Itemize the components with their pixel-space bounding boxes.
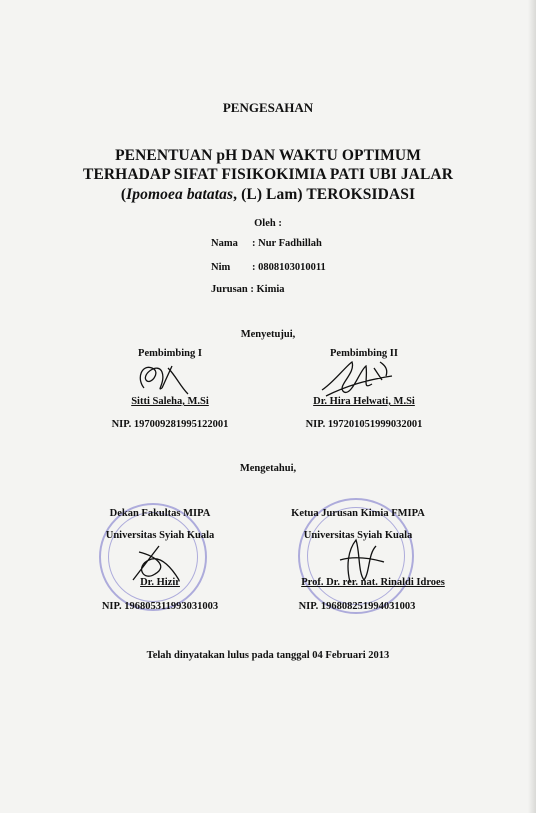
title-line-3: (Ipomoea batatas, (L) Lam) TEROKSIDASI (120, 186, 416, 203)
title-line-3-rest: , (L) Lam) TEROKSIDASI (233, 186, 416, 203)
nim-value: : 0808103010011 (252, 262, 326, 273)
official-1-institution: Universitas Syiah Kuala (105, 530, 215, 541)
supervisor-1-nip: NIP. 197009281995122001 (111, 419, 229, 430)
nim-label: Nim (211, 262, 231, 273)
official-2-institution: Universitas Syiah Kuala (303, 530, 413, 541)
name-value: : Nur Fadhillah (252, 238, 322, 249)
graduation-statement: Telah dinyatakan lulus pada tanggal 04 Februari 2013 (146, 650, 390, 661)
supervisor-1-signature (132, 358, 192, 400)
approved-label: Menyetujui, (240, 329, 296, 340)
name-label: Nama (211, 238, 238, 249)
official-1-nip: NIP. 196805311993031003 (101, 601, 219, 612)
supervisor-2-role: Pembimbing II (330, 348, 398, 359)
official-1-name: Dr. Hizir (140, 577, 180, 588)
page-heading: PENGESAHAN (222, 100, 314, 115)
acknowledged-label: Mengetahui, (239, 463, 297, 474)
species-name: Ipomoea batatas (126, 186, 234, 203)
supervisor-1-name: Sitti Saleha, M.Si (131, 396, 209, 407)
supervisor-2-signature (316, 356, 396, 400)
supervisor-2-nip: NIP. 197201051999032001 (305, 419, 423, 430)
supervisor-1-role: Pembimbing I (138, 348, 202, 359)
title-line-1: PENENTUAN pH DAN WAKTU OPTIMUM (115, 147, 421, 164)
official-2-nip: NIP. 196808251994031003 (298, 601, 416, 612)
official-1-role: Dekan Fakultas MIPA (109, 508, 211, 519)
department: Jurusan : Kimia (211, 284, 285, 295)
supervisor-2-name: Dr. Hira Helwati, M.Si (313, 396, 415, 407)
page-edge-shadow (528, 0, 536, 813)
title-line-2: TERHADAP SIFAT FISIKOKIMIA PATI UBI JALAR (83, 166, 453, 183)
official-2-role: Ketua Jurusan Kimia FMIPA (291, 508, 425, 519)
by-label: Oleh : (254, 218, 282, 229)
official-2-name: Prof. Dr. rer. nat. Rinaldi Idroes (301, 577, 445, 588)
